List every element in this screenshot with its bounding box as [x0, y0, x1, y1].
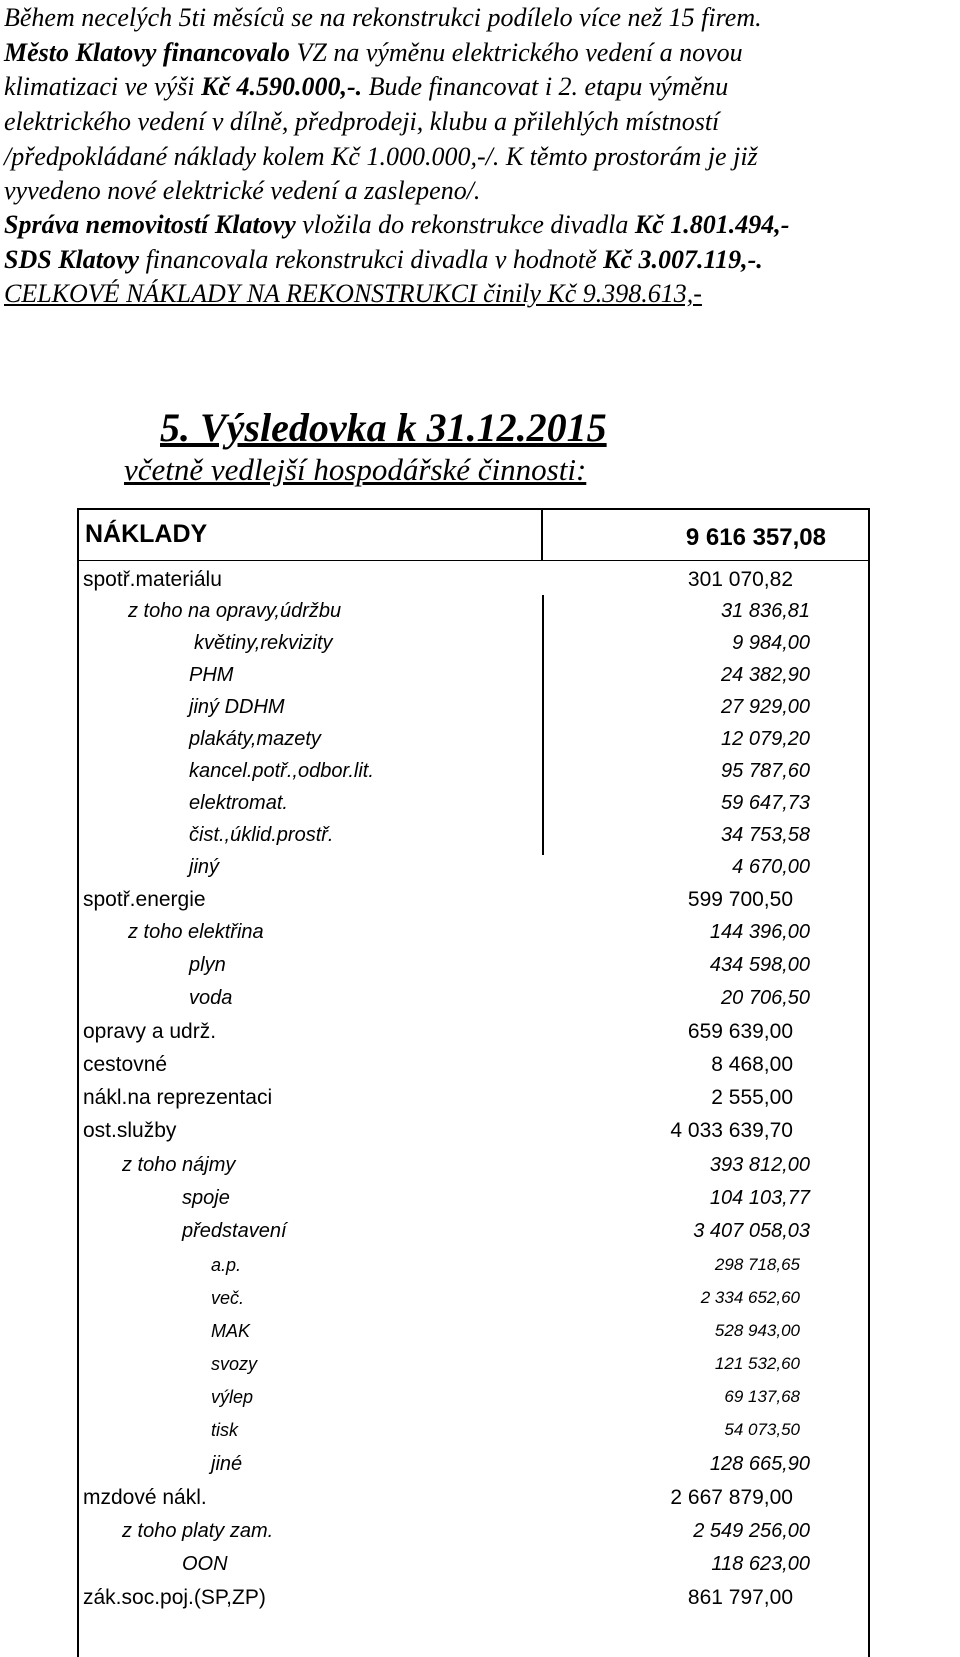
table-row — [79, 1449, 868, 1483]
intro-line-8 — [4, 242, 763, 277]
table-row — [79, 1251, 868, 1285]
property-admin: Správa nemovitostí Klatovy — [4, 210, 296, 239]
total-costs-line: CELKOVÉ NÁKLADY NA REKONSTRUKCI činily Kč 9.398.613,- — [4, 279, 702, 308]
table-row — [79, 950, 868, 984]
row-value: 54 073,50 — [724, 1420, 800, 1439]
row-value: 121 532,60 — [714, 1354, 800, 1373]
intro-text-1: Během necelých 5ti měsíců se na rekonstrukci podílelo více než 15 firem. — [4, 3, 762, 32]
intro-line-9 — [4, 276, 702, 311]
row-label: spotř.materiálu — [83, 568, 222, 591]
intro-text-3: klimatizaci ve výši — [4, 72, 202, 101]
table-row — [79, 917, 868, 951]
table-row — [79, 1216, 868, 1250]
sds-klatovy: SDS Klatovy — [4, 245, 140, 274]
row-value: 659 639,00 — [687, 1020, 793, 1043]
table-row — [79, 1416, 868, 1450]
row-label: z toho elektřina — [128, 921, 264, 943]
row-value: 4 033 639,70 — [670, 1119, 793, 1142]
row-label: svozy — [211, 1354, 258, 1374]
row-value: 528 943,00 — [714, 1321, 800, 1340]
costs-header-row — [79, 510, 868, 561]
row-value: 104 103,77 — [709, 1187, 810, 1209]
section-subheading: včetně vedlejší hospodářské činnosti: — [124, 452, 587, 487]
row-value: 34 753,58 — [721, 824, 810, 846]
header-divider — [541, 510, 543, 560]
intro-line-5 — [4, 139, 758, 174]
intro-line-4 — [4, 104, 719, 139]
table-row — [79, 820, 868, 854]
table-row — [79, 596, 868, 630]
row-label: PHM — [189, 664, 234, 686]
row-label: jiný — [189, 856, 220, 878]
row-label: z toho nájmy — [122, 1154, 236, 1176]
row-value: 298 718,65 — [714, 1255, 800, 1274]
row-label: představení — [182, 1220, 287, 1242]
table-row — [79, 628, 868, 662]
city-amount: Kč 4.590.000,-. — [201, 72, 363, 101]
table-row — [79, 1383, 868, 1417]
row-label: zák.soc.poj.(SP,ZP) — [83, 1586, 266, 1609]
row-label: voda — [189, 987, 233, 1009]
row-value: 12 079,20 — [721, 728, 810, 750]
intro-text-5: /předpokládané náklady kolem Kč 1.000.000,-/. K těmto prostorám je již — [4, 142, 758, 171]
row-label: cestovné — [83, 1053, 168, 1076]
row-value: 128 665,90 — [709, 1453, 810, 1475]
row-label: plakáty,mazety — [189, 728, 321, 750]
row-label: OON — [182, 1553, 228, 1575]
row-value: 69 137,68 — [724, 1387, 800, 1406]
row-label: mzdové nákl. — [83, 1486, 207, 1509]
city-financing: Město Klatovy financovalo — [4, 38, 290, 67]
table-row — [79, 1284, 868, 1318]
table-row — [79, 1482, 868, 1516]
row-label: z toho platy zam. — [122, 1520, 274, 1542]
table-row — [79, 1115, 868, 1149]
row-label: spotř.energie — [83, 888, 206, 911]
row-value: 118 623,00 — [711, 1553, 810, 1575]
row-value: 20 706,50 — [721, 987, 810, 1009]
intro-line-2 — [4, 35, 743, 70]
table-row — [79, 1582, 868, 1616]
sds-amount: Kč 3.007.119,-. — [603, 245, 763, 274]
table-row — [79, 756, 868, 790]
costs-table — [77, 508, 870, 1657]
row-value: 3 407 058,03 — [693, 1220, 810, 1242]
intro-text-4: elektrického vedení v dílně, předprodeji, klubu a přilehlých místností — [4, 107, 720, 136]
table-row — [79, 660, 868, 694]
row-label: jiný DDHM — [189, 696, 285, 718]
row-value: 24 382,90 — [721, 664, 810, 686]
table-row — [79, 1016, 868, 1050]
row-value: 31 836,81 — [721, 600, 810, 622]
row-label: tisk — [211, 1420, 238, 1440]
intro-line-3 — [4, 69, 728, 104]
row-label: květiny,rekvizity — [194, 632, 333, 654]
row-label: opravy a udrž. — [83, 1020, 217, 1043]
row-label: nákl.na reprezentaci — [83, 1086, 273, 1109]
row-value: 2 334 652,60 — [700, 1288, 800, 1307]
table-row — [79, 724, 868, 758]
row-value: 2 667 879,00 — [670, 1486, 793, 1509]
row-label: kancel.potř.,odbor.lit. — [189, 760, 374, 782]
row-value: 144 396,00 — [709, 921, 810, 943]
intro-text-3b: Bude financovat i 2. etapu výměnu — [362, 72, 729, 101]
row-value: 59 647,73 — [721, 792, 810, 814]
intro-line-6 — [4, 173, 480, 208]
row-value: 9 984,00 — [732, 632, 810, 654]
row-value: 301 070,82 — [687, 568, 793, 591]
row-value: 599 700,50 — [687, 888, 793, 911]
table-row — [79, 788, 868, 822]
row-label: a.p. — [211, 1255, 242, 1275]
table-row — [79, 852, 868, 886]
row-label: výlep — [211, 1387, 254, 1407]
section-heading: 5. Výsledovka k 31.12.2015 — [160, 405, 607, 450]
row-label: jiné — [211, 1453, 243, 1475]
table-row — [79, 1049, 868, 1083]
row-value: 4 670,00 — [732, 856, 810, 878]
row-value: 2 549 256,00 — [693, 1520, 810, 1542]
costs-header-label: NÁKLADY — [85, 520, 208, 548]
table-row — [79, 692, 868, 726]
row-value: 393 812,00 — [709, 1154, 810, 1176]
intro-text-2: VZ na výměnu elektrického vedení a novou — [289, 38, 743, 67]
intro-text-6: vyvedeno nové elektrické vedení a zaslepeno/. — [4, 176, 481, 205]
row-label: plyn — [189, 954, 226, 976]
table-row — [79, 1082, 868, 1116]
intro-line-1 — [4, 0, 762, 35]
intro-text-8: financovala rekonstrukci divadla v hodnotě — [139, 245, 604, 274]
table-row — [79, 1183, 868, 1217]
table-row — [79, 1516, 868, 1550]
row-value: 2 555,00 — [711, 1086, 793, 1109]
row-value: 8 468,00 — [711, 1053, 793, 1076]
table-row — [79, 1350, 868, 1384]
row-label: čist.,úklid.prostř. — [189, 824, 334, 846]
table-row — [79, 1317, 868, 1351]
table-row — [79, 564, 868, 598]
row-value: 27 929,00 — [721, 696, 810, 718]
property-admin-amount: Kč 1.801.494,- — [634, 210, 790, 239]
intro-line-7 — [4, 207, 789, 242]
intro-text-7: vložila do rekonstrukce divadla — [295, 210, 635, 239]
table-row — [79, 1549, 868, 1583]
table-row — [79, 1150, 868, 1184]
row-value: 95 787,60 — [721, 760, 810, 782]
table-row — [79, 884, 868, 918]
row-label: več. — [211, 1288, 245, 1308]
row-label: MAK — [211, 1321, 251, 1341]
row-label: elektromat. — [189, 792, 288, 814]
row-value: 434 598,00 — [709, 954, 810, 976]
row-value: 861 797,00 — [687, 1586, 793, 1609]
table-row — [79, 983, 868, 1017]
row-label: z toho na opravy,údržbu — [128, 600, 342, 622]
costs-header-total: 9 616 357,08 — [685, 524, 826, 551]
row-label: spoje — [182, 1187, 230, 1209]
row-label: ost.služby — [83, 1119, 177, 1142]
